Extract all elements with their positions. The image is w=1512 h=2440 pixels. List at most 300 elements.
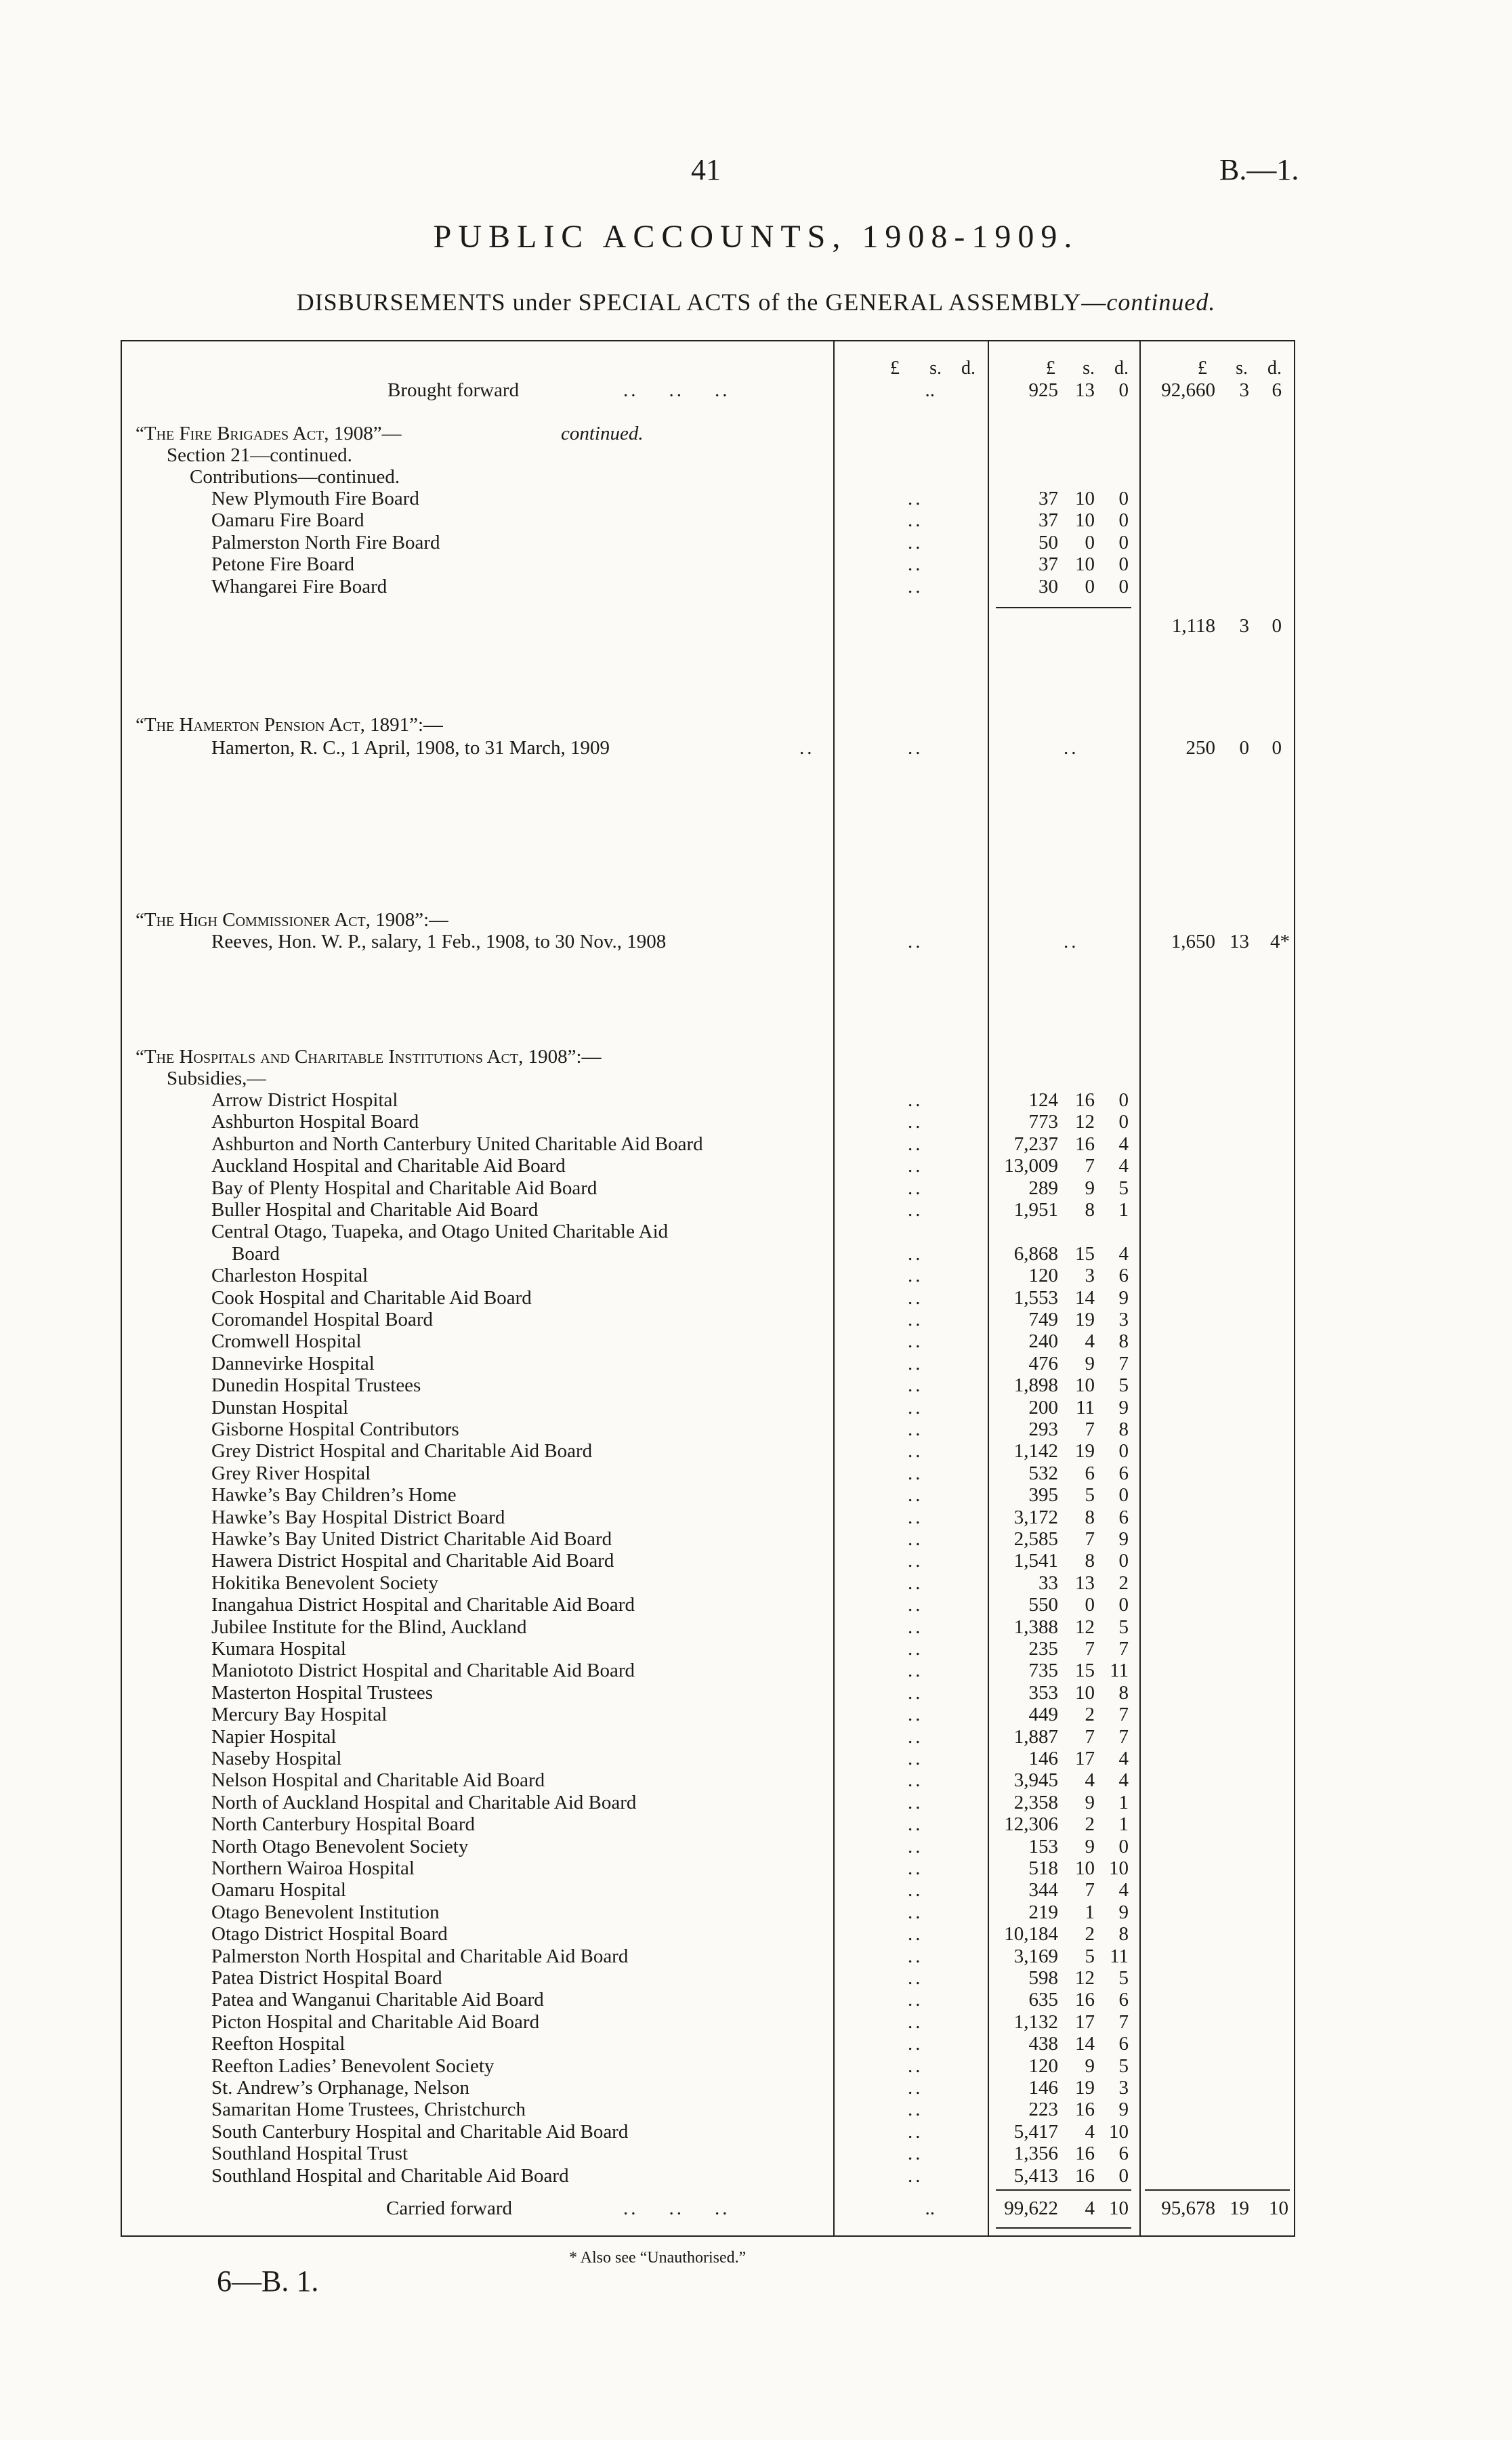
leader-dots: .. xyxy=(908,1857,923,1879)
hospital-item-shillings: 17 xyxy=(1075,1748,1095,1769)
hospital-item-name: Patea and Wanganui Charitable Aid Board xyxy=(211,1989,544,2011)
hospital-item-pounds: 7,237 xyxy=(1013,1133,1058,1155)
hospital-item-shillings: 7 xyxy=(1085,1725,1095,1748)
leader-dots: .. xyxy=(908,1923,923,1945)
hospital-item-name: Kumara Hospital xyxy=(211,1638,346,1660)
col3-shillings-header: s. xyxy=(1236,358,1248,379)
hospital-item-shillings: 10 xyxy=(1075,1681,1095,1704)
hospital-item-row xyxy=(122,1616,1297,1638)
hospital-item-name: Southland Hospital and Charitable Aid Board xyxy=(211,2164,569,2187)
hospital-item-pounds: 219 xyxy=(1028,1901,1058,1923)
leader-dots: .. xyxy=(908,1440,923,1463)
leader-dots: .. xyxy=(908,737,923,759)
hospital-item-row xyxy=(122,1813,1297,1835)
col3-pence-header: d. xyxy=(1267,358,1282,379)
hospital-item-name: Dannevirke Hospital xyxy=(211,1352,375,1374)
carried-forward-col3-pence: 10 xyxy=(1269,2197,1288,2219)
hospital-item-pence: 3 xyxy=(1118,1309,1129,1330)
hospital-item-name: Inangahua District Hospital and Charitable Aid Board xyxy=(211,1594,635,1616)
leader-dots: .. .. .. xyxy=(623,2197,730,2219)
fire-item-pounds: 37 xyxy=(1038,488,1058,509)
hospital-item-shillings: 16 xyxy=(1075,1133,1095,1155)
col1-pounds-header: £ xyxy=(890,358,900,379)
leader-dots: .. xyxy=(908,1484,923,1507)
leader-dots: .. xyxy=(908,2077,923,2099)
hamerton-total-pounds: 250 xyxy=(1185,737,1215,759)
hospital-item-shillings: 16 xyxy=(1075,2099,1095,2121)
hospital-item-row xyxy=(122,1440,1297,1462)
footnote: * Also see “Unauthorised.” xyxy=(569,2249,747,2267)
hospital-item-pounds: 153 xyxy=(1028,1835,1058,1857)
leader-dots: .. xyxy=(908,1660,923,1682)
leader-dots: .. xyxy=(908,1286,923,1309)
subtitle-continued: continued. xyxy=(1106,289,1216,316)
hospital-item-row xyxy=(122,1901,1297,1923)
hospital-item-row xyxy=(122,1309,1297,1330)
col1-shillings-header: s. xyxy=(929,358,942,379)
hospital-item-name: Maniototo District Hospital and Charitable Aid Board xyxy=(211,1660,635,1682)
hospital-item-row xyxy=(122,2011,1297,2033)
fire-total-pence: 0 xyxy=(1272,615,1282,637)
hospital-item-row xyxy=(122,1330,1297,1352)
fire-total-shillings: 3 xyxy=(1239,615,1249,637)
fire-item-name: Oamaru Fire Board xyxy=(211,509,364,532)
hospital-item-pence: 7 xyxy=(1118,1704,1129,1726)
hospital-item-shillings: 10 xyxy=(1075,1857,1095,1879)
leader-dots: .. xyxy=(908,1528,923,1550)
high-commissioner-total-pence: 4* xyxy=(1270,931,1290,952)
hospital-item-pence: 9 xyxy=(1118,1528,1129,1550)
fire-item-row xyxy=(122,576,1297,597)
hospital-item-row xyxy=(122,1528,1297,1550)
hospital-item-pounds: 3,945 xyxy=(1013,1769,1058,1792)
hospital-item-shillings: 12 xyxy=(1075,1111,1095,1133)
hospital-item-pounds: 124 xyxy=(1028,1089,1058,1111)
hospital-item-shillings: 9 xyxy=(1085,1352,1095,1374)
hospital-item-row xyxy=(122,1923,1297,1945)
page-title: PUBLIC ACCOUNTS, 1908-1909. xyxy=(433,219,1079,255)
leader-dots: .. xyxy=(908,1309,923,1330)
leader-dots: .. xyxy=(908,1352,923,1374)
carried-forward-col2-pence: 10 xyxy=(1109,2197,1129,2219)
leader-dots: .. xyxy=(908,1616,923,1638)
fire-item-pence: 0 xyxy=(1118,488,1129,509)
brought-forward-col3-shillings: 3 xyxy=(1239,379,1249,401)
hamerton-item-label: Hamerton, R. C., 1 April, 1908, to 31 March, 1909 xyxy=(211,737,610,759)
hospital-item-shillings: 16 xyxy=(1075,2143,1095,2165)
hospital-item-name: Hokitika Benevolent Society xyxy=(211,1572,439,1594)
hospital-item-pounds: 235 xyxy=(1028,1638,1058,1660)
hospital-item-pence: 1 xyxy=(1118,1791,1129,1813)
hospital-item-pence: 6 xyxy=(1118,2143,1129,2165)
hospital-item-pounds: 1,132 xyxy=(1013,2011,1058,2033)
fire-total-row xyxy=(122,603,1297,637)
subtitle-main: DISBURSEMENTS under SPECIAL ACTS of the GENERAL ASSEMBLY— xyxy=(296,289,1107,316)
hospital-item-name: St. Andrew’s Orphanage, Nelson xyxy=(211,2077,469,2099)
hospital-item-pence: 11 xyxy=(1110,1945,1129,1967)
hospitals-subsidies-row xyxy=(122,1068,1297,1089)
brought-forward-col2-pence: 0 xyxy=(1118,379,1129,401)
hospital-item-shillings: 6 xyxy=(1085,1462,1095,1484)
leader-dots: .. xyxy=(908,1967,923,1989)
footer-reference: 6—B. 1. xyxy=(217,2265,319,2298)
hospital-item-pounds: 13,009 xyxy=(1004,1155,1058,1177)
leader-dots: .. xyxy=(908,1835,923,1857)
hospital-item-row xyxy=(122,2099,1297,2120)
hospital-item-pounds: 223 xyxy=(1028,2099,1058,2121)
leader-dots: .. xyxy=(908,1111,923,1133)
hospital-item-pence: 5 xyxy=(1118,1967,1129,1989)
hospital-item-row xyxy=(122,1155,1297,1177)
leader-dots: .. xyxy=(908,1242,923,1265)
col2-pounds-header: £ xyxy=(1046,358,1055,379)
hospital-item-pence: 5 xyxy=(1118,2055,1129,2077)
hospital-item-name: Napier Hospital xyxy=(211,1725,337,1748)
hospital-item-name: Oamaru Hospital xyxy=(211,1879,346,1901)
hospital-item-pence: 5 xyxy=(1118,1374,1129,1397)
hospital-item-name: Mercury Bay Hospital xyxy=(211,1704,387,1726)
fire-act-heading xyxy=(122,423,1297,444)
carried-forward-col3-shillings: 19 xyxy=(1230,2197,1249,2219)
hospital-item-row xyxy=(122,1945,1297,1967)
leader-dots: .. .. .. xyxy=(623,379,730,401)
hospital-item-pounds: 5,417 xyxy=(1013,2120,1058,2143)
fire-item-pounds: 50 xyxy=(1038,531,1058,553)
hospital-item-pence: 0 xyxy=(1118,1089,1129,1111)
hospital-item-row xyxy=(122,1374,1297,1396)
hospital-item-row xyxy=(122,1111,1297,1133)
hospital-item-row xyxy=(122,1638,1297,1660)
hospital-item-row xyxy=(122,2055,1297,2077)
fire-item-pounds: 30 xyxy=(1038,575,1058,597)
leader-dots: .. xyxy=(908,1725,923,1748)
hospital-item-shillings: 9 xyxy=(1085,1177,1095,1199)
fire-item-row xyxy=(122,509,1297,531)
fire-item-row xyxy=(122,532,1297,553)
hospitals-act-title: “The Hospitals and Charitable Institutions Act, 1908”:— xyxy=(135,1046,602,1068)
leader-dots: .. xyxy=(908,1748,923,1769)
hospital-item-row xyxy=(122,1221,1297,1242)
hospital-item-pounds: 2,585 xyxy=(1013,1528,1058,1550)
hospital-item-shillings: 16 xyxy=(1075,1089,1095,1111)
hospital-item-pence: 4 xyxy=(1118,1242,1129,1265)
leader-dots: .. xyxy=(908,1945,923,1967)
hospital-item-shillings: 7 xyxy=(1085,1638,1095,1660)
brought-forward-col3-pence: 6 xyxy=(1272,379,1282,401)
hospital-item-row xyxy=(122,1199,1297,1221)
hospital-item-pence: 1 xyxy=(1118,1199,1129,1221)
hospital-item-pence: 6 xyxy=(1118,1506,1129,1528)
hospital-item-pence: 4 xyxy=(1118,1155,1129,1177)
hospital-item-row xyxy=(122,1418,1297,1440)
carried-forward-col2-pounds: 99,622 xyxy=(1004,2197,1058,2219)
hospital-item-shillings: 11 xyxy=(1076,1396,1095,1418)
hospital-item-pence: 0 xyxy=(1118,1550,1129,1572)
hospital-item-shillings: 12 xyxy=(1075,1967,1095,1989)
hospital-item-pence: 5 xyxy=(1118,1616,1129,1638)
hospital-item-name: North Canterbury Hospital Board xyxy=(211,1813,476,1836)
hospital-item-row xyxy=(122,1989,1297,2011)
hospital-item-pounds: 120 xyxy=(1028,1265,1058,1287)
hospital-item-name: Cook Hospital and Charitable Aid Board xyxy=(211,1286,532,1309)
leader-dots: .. xyxy=(908,1462,923,1484)
hospital-item-shillings: 8 xyxy=(1085,1199,1095,1221)
hospital-item-row xyxy=(122,1726,1297,1748)
fire-contributions-label: Contributions—continued. xyxy=(190,466,400,488)
hospital-item-name: Central Otago, Tuapeka, and Otago United Charitable Aid xyxy=(211,1221,669,1243)
fire-item-shillings: 10 xyxy=(1075,509,1095,532)
hospital-item-pounds: 773 xyxy=(1028,1111,1058,1133)
hospital-item-shillings: 10 xyxy=(1075,1374,1095,1397)
hospital-item-pounds: 518 xyxy=(1028,1857,1058,1879)
leader-dots: .. xyxy=(908,2011,923,2033)
hamerton-act-title: “The Hamerton Pension Act, 1891”:— xyxy=(135,714,444,736)
hospital-item-pence: 0 xyxy=(1118,1111,1129,1133)
hospital-item-name: Otago Benevolent Institution xyxy=(211,1901,440,1923)
hospital-item-row xyxy=(122,1133,1297,1155)
hospital-item-pence: 4 xyxy=(1118,1133,1129,1155)
hospital-item-row xyxy=(122,1265,1297,1286)
document-reference: B.—1. xyxy=(1219,153,1299,186)
hospital-item-name: Patea District Hospital Board xyxy=(211,1967,442,1989)
fire-item-shillings: 10 xyxy=(1075,488,1095,509)
carried-forward-rule-col3 xyxy=(1145,2189,1290,2191)
leader-dots: .. xyxy=(908,2120,923,2143)
fire-act-continued: continued. xyxy=(561,423,644,444)
leader-dots: .. xyxy=(908,1089,923,1111)
hospital-item-name: Jubilee Institute for the Blind, Auckland xyxy=(211,1616,527,1638)
hospital-item-row xyxy=(122,2121,1297,2143)
hospital-item-pounds: 3,172 xyxy=(1013,1506,1058,1528)
hospital-item-pence: 1 xyxy=(1118,1813,1129,1836)
col3-pounds-header: £ xyxy=(1198,358,1207,379)
fire-item-name: Whangarei Fire Board xyxy=(211,575,387,597)
leader-dots: .. xyxy=(908,1177,923,1199)
fire-item-pence: 0 xyxy=(1118,553,1129,576)
hospital-item-shillings: 8 xyxy=(1085,1550,1095,1572)
leader-dots: .. xyxy=(908,1791,923,1813)
hospital-item-name: Charleston Hospital xyxy=(211,1265,369,1287)
hospital-item-row xyxy=(122,1792,1297,1813)
leader-dots: .. xyxy=(908,553,923,576)
leader-dots: .. xyxy=(1064,931,1079,952)
leader-dots: .. xyxy=(908,1155,923,1177)
hospital-item-row xyxy=(122,1463,1297,1484)
hospital-item-pence: 5 xyxy=(1118,1177,1129,1199)
hospital-item-shillings: 4 xyxy=(1085,2120,1095,2143)
hospital-item-row xyxy=(122,2033,1297,2055)
high-commissioner-total-pounds: 1,650 xyxy=(1171,931,1215,952)
carried-forward-row xyxy=(122,2197,1297,2219)
hospital-item-row xyxy=(122,1836,1297,1857)
hospital-item-pounds: 1,388 xyxy=(1013,1616,1058,1638)
leader-dots: .. xyxy=(908,1396,923,1418)
hospitals-act-heading xyxy=(122,1046,1297,1068)
col1-pence-header: d. xyxy=(961,358,975,379)
hospital-item-pence: 4 xyxy=(1118,1879,1129,1901)
brought-forward-col2-pounds: 925 xyxy=(1028,379,1058,401)
hospital-item-name: Ashburton and North Canterbury United Charitable Aid Board xyxy=(211,1133,703,1155)
hospital-item-pounds: 635 xyxy=(1028,1989,1058,2011)
hospital-item-pounds: 1,887 xyxy=(1013,1725,1058,1748)
hospital-item-row xyxy=(122,1507,1297,1528)
hospital-item-row xyxy=(122,1682,1297,1704)
leader-dots: .. xyxy=(908,531,923,553)
hospital-item-pence: 9 xyxy=(1118,1286,1129,1309)
leader-dots: .. xyxy=(908,1813,923,1836)
hospital-item-pounds: 550 xyxy=(1028,1594,1058,1616)
hospital-item-pounds: 3,169 xyxy=(1013,1945,1058,1967)
hospital-item-pence: 0 xyxy=(1118,2164,1129,2187)
leader-dots: .. xyxy=(1064,737,1079,759)
hospital-item-pence: 9 xyxy=(1118,1396,1129,1418)
hospital-item-name: Auckland Hospital and Charitable Aid Board xyxy=(211,1155,566,1177)
hospital-item-name: North Otago Benevolent Society xyxy=(211,1835,469,1857)
fire-item-pounds: 37 xyxy=(1038,553,1058,576)
fire-section-row xyxy=(122,444,1297,466)
hospital-item-pounds: 476 xyxy=(1028,1352,1058,1374)
hamerton-item-row xyxy=(122,737,1297,759)
carried-forward-bottom-rule xyxy=(996,2227,1131,2229)
hospital-item-pence: 8 xyxy=(1118,1418,1129,1440)
hospital-item-shillings: 5 xyxy=(1085,1484,1095,1507)
hospital-item-pence: 0 xyxy=(1118,1484,1129,1507)
leader-dots: .. xyxy=(908,2143,923,2165)
hospital-item-pounds: 438 xyxy=(1028,2033,1058,2055)
high-commissioner-item-row xyxy=(122,931,1297,952)
hospital-item-pence: 0 xyxy=(1118,1835,1129,1857)
hospital-item-pounds: 735 xyxy=(1028,1660,1058,1682)
hamerton-total-shillings: 0 xyxy=(1239,737,1249,759)
carried-forward-col1: .. xyxy=(925,2197,935,2219)
hospital-item-shillings: 15 xyxy=(1075,1242,1095,1265)
fire-item-shillings: 10 xyxy=(1075,553,1095,576)
hospital-item-shillings: 16 xyxy=(1075,2164,1095,2187)
fire-item-name: Palmerston North Fire Board xyxy=(211,531,440,553)
hospital-item-row xyxy=(122,1484,1297,1506)
hospital-item-pence: 10 xyxy=(1109,1857,1129,1879)
hospital-item-shillings: 3 xyxy=(1085,1265,1095,1287)
fire-item-row xyxy=(122,553,1297,575)
hospital-item-pounds: 598 xyxy=(1028,1967,1058,1989)
hospital-item-shillings: 2 xyxy=(1085,1813,1095,1836)
hospital-item-name: Dunstan Hospital xyxy=(211,1396,349,1418)
hospital-item-pence: 10 xyxy=(1109,2120,1129,2143)
high-commissioner-act-title: “The High Commissioner Act, 1908”:— xyxy=(135,909,449,931)
leader-dots: .. xyxy=(908,1638,923,1660)
column-header-row xyxy=(122,358,1297,379)
hospital-item-name: Grey River Hospital xyxy=(211,1462,371,1484)
leader-dots: .. xyxy=(908,1704,923,1726)
hospital-item-pence: 0 xyxy=(1118,1440,1129,1463)
page-number: 41 xyxy=(691,153,721,186)
leader-dots: .. xyxy=(908,488,923,509)
hospital-item-row xyxy=(122,1177,1297,1199)
hospital-item-pence: 6 xyxy=(1118,1462,1129,1484)
hospital-item-shillings: 17 xyxy=(1075,2011,1095,2033)
hospital-item-pence: 11 xyxy=(1110,1660,1129,1682)
leader-dots: .. xyxy=(908,2033,923,2055)
fire-section-label: Section 21—continued. xyxy=(167,444,352,466)
brought-forward-col1: .. xyxy=(925,379,935,401)
hospital-item-name: Reefton Hospital xyxy=(211,2033,345,2055)
hospital-item-shillings: 19 xyxy=(1075,2077,1095,2099)
hospital-item-pounds: 449 xyxy=(1028,1704,1058,1726)
hospital-item-pounds: 353 xyxy=(1028,1681,1058,1704)
brought-forward-col2-shillings: 13 xyxy=(1075,379,1095,401)
hospital-item-pence: 4 xyxy=(1118,1748,1129,1769)
fire-item-row xyxy=(122,488,1297,509)
hospital-item-row xyxy=(122,1967,1297,1989)
leader-dots: .. xyxy=(908,1330,923,1353)
hospital-item-row xyxy=(122,1353,1297,1374)
high-commissioner-act-heading xyxy=(122,909,1297,931)
hospital-item-pounds: 6,868 xyxy=(1013,1242,1058,1265)
leader-dots: .. xyxy=(908,1550,923,1572)
leader-dots: .. xyxy=(908,1572,923,1594)
fire-item-name: New Plymouth Fire Board xyxy=(211,488,419,509)
leader-dots: .. xyxy=(908,1133,923,1155)
hamerton-act-heading xyxy=(122,714,1297,736)
hospital-item-pence: 7 xyxy=(1118,1638,1129,1660)
hospital-item-row xyxy=(122,1704,1297,1725)
col2-pence-header: d. xyxy=(1114,358,1129,379)
hospital-item-name: Picton Hospital and Charitable Aid Board xyxy=(211,2011,540,2033)
hospital-item-name: Palmerston North Hospital and Charitable Aid Board xyxy=(211,1945,629,1967)
hospital-item-name: Hawke’s Bay United District Charitable Aid Board xyxy=(211,1528,612,1550)
hospital-item-row xyxy=(122,1397,1297,1418)
hospital-item-pence: 7 xyxy=(1118,1725,1129,1748)
hospital-item-shillings: 14 xyxy=(1075,1286,1095,1309)
hospital-item-pence: 6 xyxy=(1118,1989,1129,2011)
leader-dots: .. xyxy=(908,509,923,532)
hospital-item-pounds: 395 xyxy=(1028,1484,1058,1507)
hospital-item-shillings: 0 xyxy=(1085,1594,1095,1616)
hospital-item-name: Gisborne Hospital Contributors xyxy=(211,1418,459,1440)
hospitals-subsidies-label: Subsidies,— xyxy=(167,1068,267,1089)
fire-item-shillings: 0 xyxy=(1085,575,1095,597)
carried-forward-label: Carried forward xyxy=(386,2197,512,2219)
hospital-item-pounds: 1,356 xyxy=(1013,2143,1058,2165)
hospital-item-name: Samaritan Home Trustees, Christchurch xyxy=(211,2099,526,2121)
hospital-item-name: Masterton Hospital Trustees xyxy=(211,1681,434,1704)
hospital-item-shillings: 13 xyxy=(1075,1572,1095,1594)
fire-item-shillings: 0 xyxy=(1085,531,1095,553)
hospital-item-name: Bay of Plenty Hospital and Charitable Aid Board xyxy=(211,1177,597,1199)
hospital-item-pence: 8 xyxy=(1118,1923,1129,1945)
hospital-item-row xyxy=(122,1572,1297,1594)
fire-total-pounds: 1,118 xyxy=(1171,615,1215,637)
hospital-item-pounds: 749 xyxy=(1028,1309,1058,1330)
hospital-item-pence: 4 xyxy=(1118,1769,1129,1792)
leader-dots: .. xyxy=(908,1506,923,1528)
hospital-item-name: Nelson Hospital and Charitable Aid Board xyxy=(211,1769,545,1792)
hospital-item-shillings: 9 xyxy=(1085,2055,1095,2077)
hospital-item-shillings: 14 xyxy=(1075,2033,1095,2055)
hospital-item-shillings: 1 xyxy=(1085,1901,1095,1923)
hospital-item-row xyxy=(122,1089,1297,1111)
hospital-item-name: Coromandel Hospital Board xyxy=(211,1309,434,1330)
hospital-item-name: Northern Wairoa Hospital xyxy=(211,1857,415,1879)
hospital-item-name: Otago District Hospital Board xyxy=(211,1923,448,1945)
fire-item-pence: 0 xyxy=(1118,575,1129,597)
hospital-item-row xyxy=(122,1287,1297,1309)
hospital-item-name: Cromwell Hospital xyxy=(211,1330,362,1353)
leader-dots: .. xyxy=(799,737,815,759)
fire-item-pounds: 37 xyxy=(1038,509,1058,532)
hospital-item-pence: 8 xyxy=(1118,1330,1129,1353)
fire-item-pence: 0 xyxy=(1118,531,1129,553)
